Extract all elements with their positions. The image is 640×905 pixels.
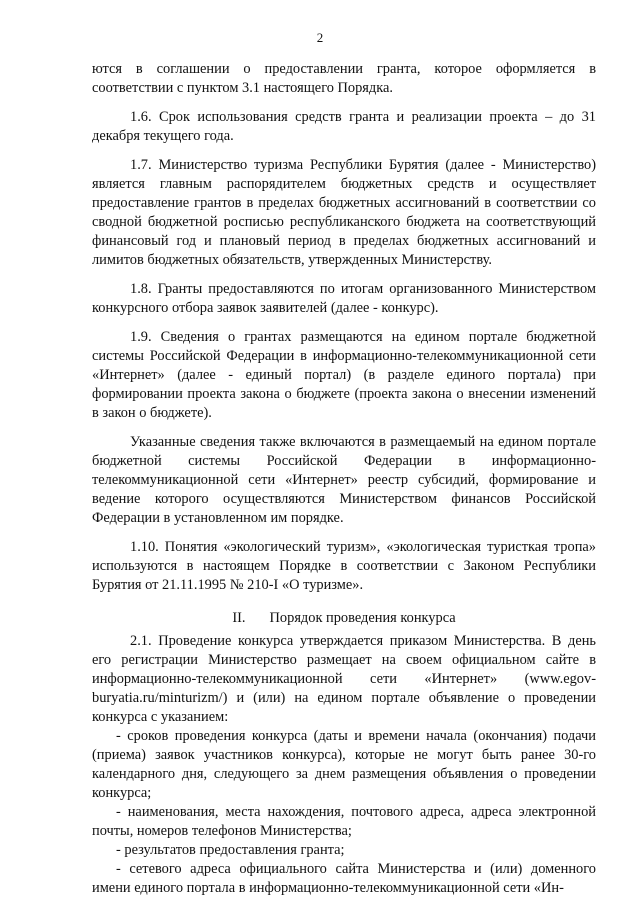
- paragraph-continuation: ются в соглашении о предоставлении гранта, которое оформляется в соответствии с пунктом 3.1 настоящего Порядка.: [92, 61, 596, 96]
- paragraph-1-10: 1.10. Понятия «экологический туризм», «экологическая туристкая тропа» используются в настоящем Порядке в соответствии с Законом Республики Бурятия от 21.11.1995 № 210-I «О туризме».: [92, 539, 596, 593]
- paragraph-1-9-continued: Указанные сведения также включаются в размещаемый на едином портале бюджетной системы Российской Федерации в информационно-телекоммуникационной сети «Интернет» реестр субсидий, формирование и ведение которого осуществляются Министерством финансов Российской Федерации в установленном им порядке.: [92, 434, 596, 526]
- paragraph-1-8: 1.8. Гранты предоставляются по итогам организованного Министерством конкурсного отбора заявок заявителей (далее - конкурс).: [92, 281, 596, 316]
- paragraph-1-7: 1.7. Министерство туризма Республики Бурятия (далее - Министерство) является главным распорядителем бюджетных средств и осуществляет предоставление грантов в пределах бюджетных ассигнований в соответствии со сводной бюджетной росписью республиканского бюджета на соответствующий финансовый год и плановый период в пределах бюджетных ассигнований и лимитов бюджетных обязательств, утвержденных Министерству.: [92, 157, 596, 268]
- list-item: - результатов предоставления гранта;: [116, 842, 345, 858]
- list-item: - наименования, места нахождения, почтового адреса, адреса электронной почты, номеров телефонов Министерства;: [92, 804, 596, 839]
- paragraph-1-6: 1.6. Срок использования средств гранта и реализации проекта – до 31 декабря текущего года.: [92, 109, 596, 144]
- document-body: [92, 60, 596, 898]
- section-title: Порядок проведения конкурса: [269, 610, 456, 626]
- page-number: 2: [316, 30, 324, 45]
- paragraph-1-9: 1.9. Сведения о грантах размещаются на едином портале бюджетной системы Российской Федерации в информационно-телекоммуникационной сети «Интернет» (далее - единый портал) (в разделе единого портала) при формировании проекта закона о бюджете (проекта закона о внесении изменений в закон о бюджете).: [92, 329, 596, 421]
- paragraph-2-1: 2.1. Проведение конкурса утверждается приказом Министерства. В день его регистрации Министерство размещает на своем официальном сайте в информационно-телекоммуникационной сети «Интернет» (www.egov-buryatia.ru/minturizm/) и (или) на едином портале объявление о проведении конкурса с указанием:: [92, 633, 596, 725]
- section-number: II.: [232, 610, 246, 626]
- section-heading: [92, 609, 596, 628]
- list-item: - сроков проведения конкурса (даты и времени начала (окончания) подачи (приема) заявок участников конкурса), которые не могут быть ранее 30-го календарного дня, следующего за днем размещения объявления о проведении конкурса;: [92, 728, 596, 801]
- list-item: - сетевого адреса официального сайта Министерства и (или) доменного имени единого портала в информационно-телекоммуникационной сети «Ин-: [92, 861, 596, 896]
